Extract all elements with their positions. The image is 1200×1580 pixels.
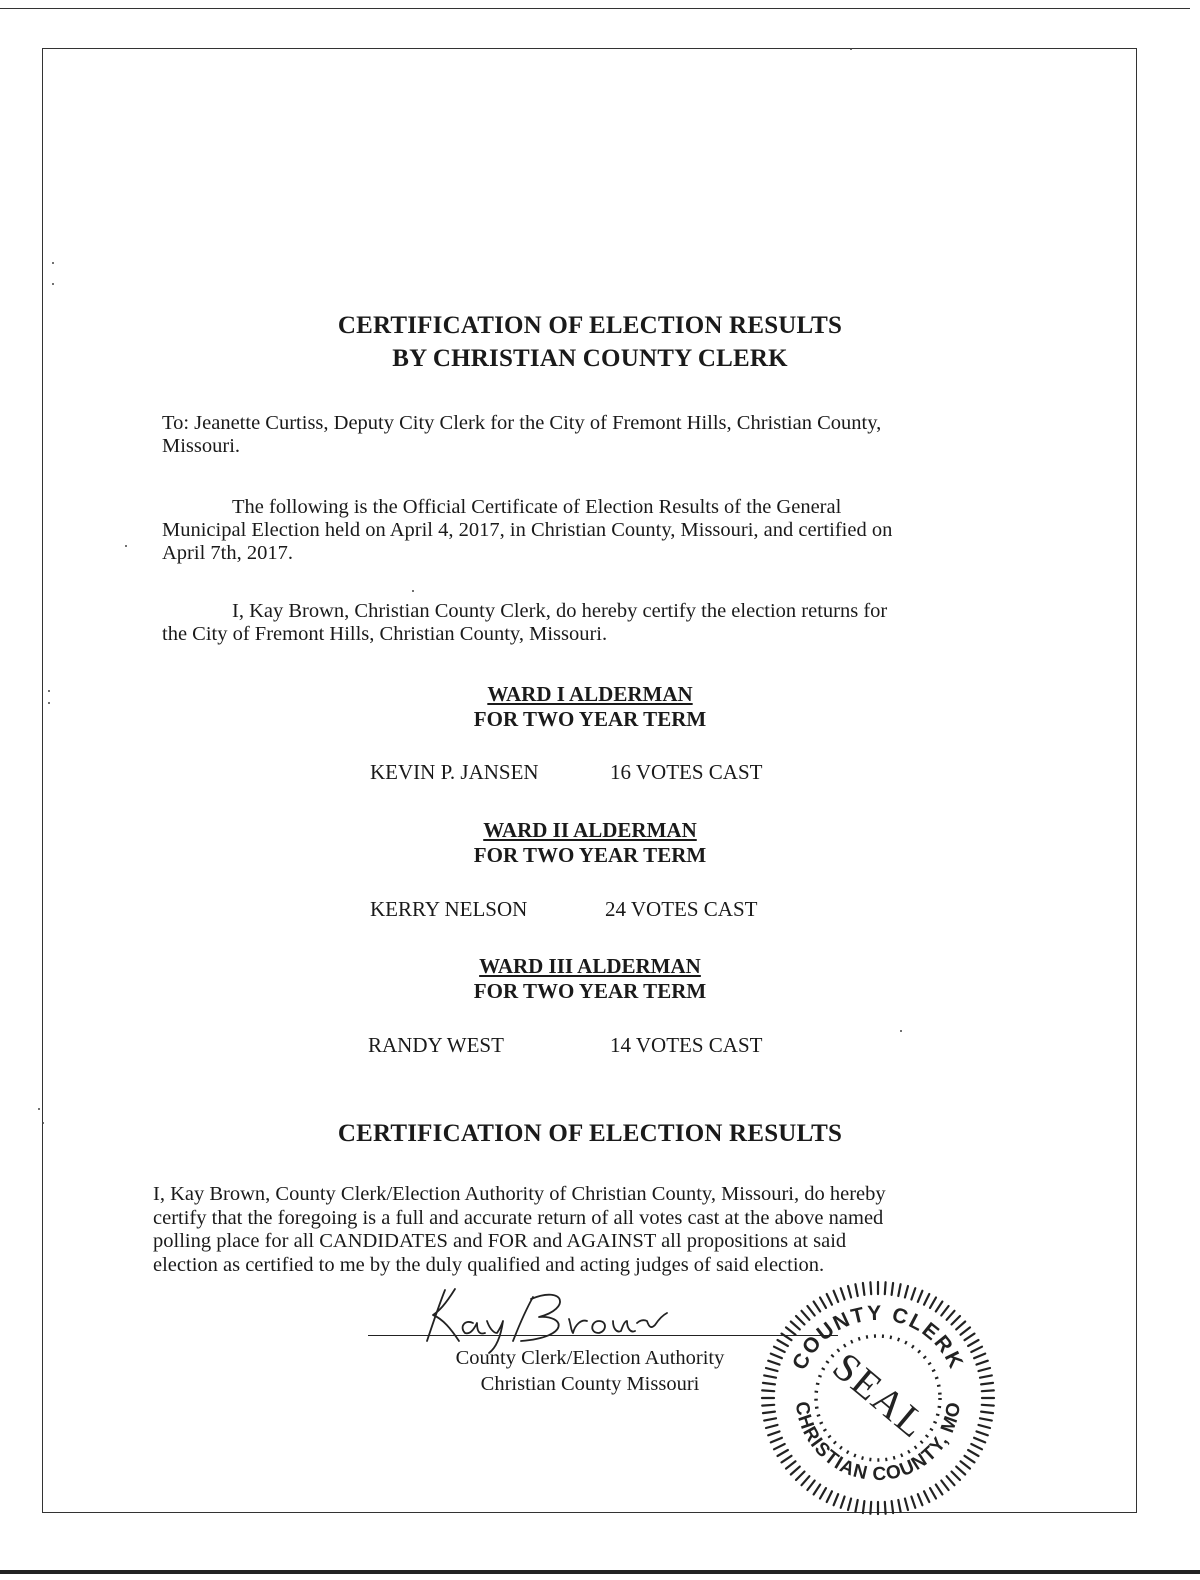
seal-serration-mark <box>947 1311 955 1320</box>
seal-serration-mark <box>820 1298 826 1308</box>
seal-serration-mark <box>936 1302 943 1312</box>
seal-serration-mark <box>965 1334 975 1341</box>
seal-serration-mark <box>885 1502 886 1514</box>
addressee-line: Missouri. <box>162 435 241 457</box>
seal-serration-mark <box>965 1456 975 1463</box>
vote-count: 24 VOTES CAST <box>605 897 758 921</box>
certification-heading: CERTIFICATION OF ELECTION RESULTS <box>337 1120 843 1147</box>
seal-serration-mark <box>870 1502 871 1514</box>
office-title: WARD I ALDERMAN <box>487 682 693 706</box>
seal-serration-mark <box>981 1383 993 1385</box>
certification-line: certify that the foregoing is a full and accurate return of all votes cast at the above named <box>153 1206 884 1229</box>
seal-serration-mark <box>791 1322 800 1330</box>
seal-serration-mark <box>841 1288 845 1299</box>
seal-serration-mark <box>764 1375 776 1377</box>
seal-serration-mark <box>802 1311 810 1320</box>
seal-serration-mark <box>768 1431 779 1435</box>
vote-count: 16 VOTES CAST <box>610 760 763 784</box>
seal-serration-mark <box>911 1288 915 1299</box>
seal-serration-mark <box>918 1494 923 1505</box>
scan-bottom-border <box>0 1570 1200 1574</box>
seal-serration-mark <box>974 1354 985 1359</box>
seal-serration-mark <box>807 1481 814 1491</box>
office-heading-ward-2 <box>0 818 1180 868</box>
seal-serration-mark <box>941 1481 948 1491</box>
signature-caption-title: County Clerk/Election Authority <box>455 1347 725 1369</box>
seal-serration-mark <box>979 1368 991 1371</box>
seal-serration-mark <box>930 1298 936 1308</box>
certify-paragraph <box>162 600 887 646</box>
office-title: WARD II ALDERMAN <box>483 818 697 842</box>
candidate-name: RANDY WEST <box>368 1033 504 1057</box>
seal-serration-mark <box>855 1284 857 1296</box>
seal-serration-mark <box>807 1306 814 1316</box>
seal-bottom-text: CHRISTIAN COUNTY, MO <box>790 1400 966 1486</box>
seal-serration-mark <box>863 1501 865 1513</box>
scan-speck <box>52 262 54 264</box>
seal-serration-mark <box>786 1461 796 1468</box>
seal-serration-mark <box>885 1282 886 1294</box>
seal-serration-mark <box>977 1361 988 1365</box>
seal-serration-mark <box>786 1327 796 1334</box>
office-term: FOR TWO YEAR TERM <box>473 843 707 867</box>
seal-serration-mark <box>814 1485 821 1495</box>
scan-speck <box>412 590 414 592</box>
seal-serration-mark <box>956 1322 965 1330</box>
certification-line: I, Kay Brown, County Clerk/Election Authority of Christian County, Missouri, do hereby <box>153 1183 886 1205</box>
seal-serration-mark <box>764 1418 776 1420</box>
seal-serration-mark <box>814 1302 821 1312</box>
seal-serration-mark <box>982 1390 994 1391</box>
seal-serration-mark <box>971 1347 982 1352</box>
seal-serration-mark <box>898 1284 900 1296</box>
document-title-line-1: CERTIFICATION OF ELECTION RESULTS <box>337 312 843 339</box>
seal-serration-mark <box>848 1499 851 1511</box>
seal-serration-mark <box>971 1444 982 1449</box>
seal-serration-mark <box>892 1283 894 1295</box>
seal-serration-mark <box>768 1361 779 1365</box>
seal-serration-mark <box>941 1306 948 1316</box>
seal-serration-mark <box>924 1294 929 1305</box>
seal-serration-mark <box>771 1354 782 1359</box>
seal-serration-mark <box>980 1375 992 1377</box>
seal-serration-mark <box>956 1467 965 1475</box>
seal-serration-mark <box>841 1497 845 1508</box>
seal-serration-mark <box>924 1491 929 1502</box>
seal-serration-mark <box>782 1334 792 1341</box>
certify-line: I, Kay Brown, Christian County Clerk, do hereby certify the election returns for <box>232 600 888 622</box>
scan-speck <box>850 48 852 50</box>
scan-speck <box>52 283 54 285</box>
seal-serration-mark <box>762 1405 774 1406</box>
seal-serration-mark <box>834 1494 839 1505</box>
seal-serration-mark <box>968 1450 978 1456</box>
seal-serration-mark <box>820 1488 826 1498</box>
handwritten-signature <box>415 1275 695 1355</box>
seal-serration-mark <box>762 1390 774 1391</box>
intro-line: The following is the Official Certificate of Election Results of the General <box>232 496 842 518</box>
seal-serration-mark <box>892 1501 894 1513</box>
office-heading-ward-3 <box>0 954 1180 1004</box>
office-term: FOR TWO YEAR TERM <box>473 707 707 731</box>
seal-serration-mark <box>977 1431 988 1435</box>
scan-speck <box>900 1030 902 1032</box>
seal-serration-mark <box>952 1472 961 1481</box>
seal-serration-mark <box>952 1316 961 1325</box>
seal-serration-mark <box>855 1500 857 1512</box>
seal-serration-mark <box>980 1418 992 1420</box>
intro-line: April 7th, 2017. <box>162 542 293 564</box>
seal-serration-mark <box>930 1488 936 1498</box>
addressee-paragraph <box>162 412 881 458</box>
seal-serration-mark <box>974 1438 985 1443</box>
seal-serration-mark <box>766 1425 778 1428</box>
addressee-line: To: Jeanette Curtiss, Deputy City Clerk for the City of Fremont Hills, Christian County, <box>162 412 882 434</box>
certification-paragraph <box>153 1183 886 1277</box>
seal-serration-mark <box>982 1405 994 1406</box>
signature-caption-county: Christian County Missouri <box>480 1373 700 1395</box>
seal-top-text: COUNTY CLERK <box>788 1301 968 1374</box>
seal-serration-mark <box>796 1316 805 1325</box>
scan-speck <box>38 1108 40 1110</box>
seal-serration-mark <box>827 1294 832 1305</box>
seal-serration-mark <box>766 1368 778 1371</box>
candidate-name: KEVIN P. JANSEN <box>370 760 539 784</box>
seal-serration-mark <box>763 1412 775 1414</box>
intro-line: Municipal Election held on April 4, 2017, in Christian County, Missouri, and certified on <box>162 519 893 541</box>
county-seal <box>760 1280 996 1516</box>
seal-serration-mark <box>961 1327 971 1334</box>
seal-serration-mark <box>782 1456 792 1463</box>
document-title-line-2: BY CHRISTIAN COUNTY CLERK <box>392 345 788 372</box>
scan-speck <box>125 545 127 547</box>
seal-serration-mark <box>905 1499 908 1511</box>
office-term: FOR TWO YEAR TERM <box>473 979 707 1003</box>
seal-serration-mark <box>870 1282 871 1294</box>
svg-text:COUNTY CLERK <box>788 1302 968 1374</box>
seal-serration-mark <box>774 1347 785 1352</box>
scan-top-border <box>0 8 1190 9</box>
seal-serration-mark <box>936 1485 943 1495</box>
seal-serration-mark <box>863 1283 865 1295</box>
certification-line: polling place for all CANDIDATES and FOR and AGAINST all propositions at said <box>153 1230 847 1252</box>
seal-serration-mark <box>763 1383 775 1385</box>
seal-serration-mark <box>848 1286 851 1298</box>
seal-serration-mark <box>791 1467 800 1475</box>
seal-serration-mark <box>961 1461 971 1468</box>
seal-serration-mark <box>981 1412 993 1414</box>
seal-serration-mark <box>802 1476 810 1485</box>
seal-serration-mark <box>968 1340 978 1346</box>
seal-serration-mark <box>774 1444 785 1449</box>
seal-serration-mark <box>898 1500 900 1512</box>
certification-line: election as certified to me by the duly qualified and acting judges of said election. <box>153 1253 825 1276</box>
seal-serration-mark <box>911 1497 915 1508</box>
vote-count: 14 VOTES CAST <box>610 1033 763 1057</box>
seal-serration-mark <box>771 1438 782 1443</box>
seal-serration-mark <box>905 1286 908 1298</box>
office-title: WARD III ALDERMAN <box>479 954 701 978</box>
seal-serration-mark <box>778 1340 788 1346</box>
certify-line: the City of Fremont Hills, Christian County, Missouri. <box>162 623 608 645</box>
seal-serration-mark <box>947 1476 955 1485</box>
candidate-name: KERRY NELSON <box>370 897 528 921</box>
seal-serration-mark <box>979 1425 991 1428</box>
seal-serration-mark <box>827 1491 832 1502</box>
seal-serration-mark <box>778 1450 788 1456</box>
intro-paragraph <box>162 496 892 565</box>
office-heading-ward-1 <box>0 682 1180 732</box>
seal-serration-mark <box>918 1291 923 1302</box>
seal-serration-mark <box>834 1291 839 1302</box>
seal-serration-mark <box>796 1472 805 1481</box>
seal-center-text: SEAL <box>824 1343 937 1448</box>
